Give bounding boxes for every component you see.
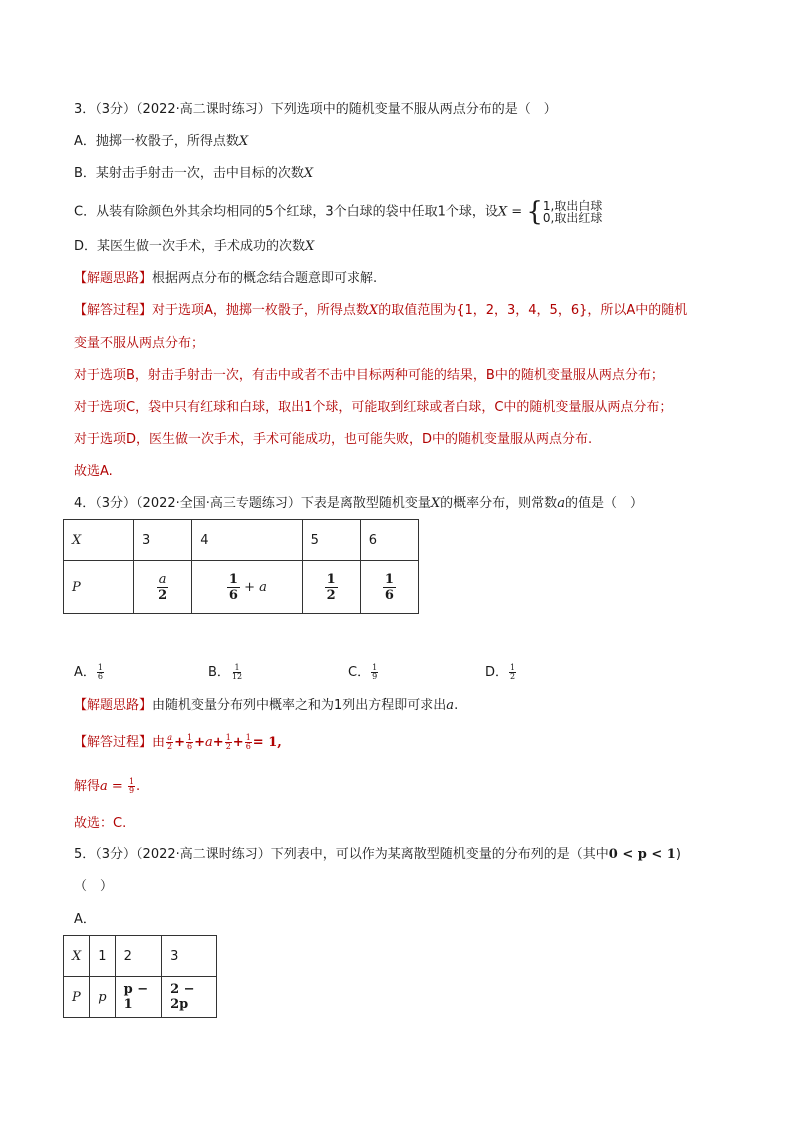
cases-brace: { 1,取出白球 0,取出红球 [526,197,603,227]
table-cell: p − 1 [115,977,161,1018]
q3-process-2: 变量不服从两点分布； [74,336,205,351]
table-cell: 4 [192,520,302,561]
q3-process-5: 对于选项D，医生做一次手术，手术可能成功，也可能失败，D中的随机变量服从两点分布. [74,432,593,447]
q4-header: 4．（3分）（2022·全国·高三专题练习）下表是离散型随机变量X的概率分布，则常数a的值是（ ） [74,496,643,511]
q3-header: 3．（3分）（2022·高二课时练习）下列选项中的随机变量不服从两点分布的是（ ） [74,102,557,117]
q4-option-a: A． $\frac{1}{6}$ [74,663,103,681]
table-cell: $\frac{a}{2}$ [134,561,192,614]
table-cell: $\frac{1}{6}$ [360,561,418,614]
table-row [64,561,419,614]
table-cell: P [64,977,90,1018]
q5-option-a: A． [74,912,96,927]
q4-option-d: D． $\frac{1}{2}$ [485,663,516,681]
q3-process-3: 对于选项B，射击手射击一次，有击中或者不击中目标两种可能的结果，B中的随机变量服从两点分布； [74,368,664,383]
q3-option-d: D．某医生做一次手术，手术成功的次数X [74,239,315,254]
q5-paren: （ ） [74,879,114,894]
q3-process-4: 对于选项C，袋中只有红球和白球，取出1个球，可能取到红球或者白球，C中的随机变量服从两点分布； [74,400,673,415]
q3-option-c: C．从装有除颜色外其余均相同的5个红球，3个白球的袋中任取1个球，设X = { 1,取出白球 0,取出红球 [74,197,603,227]
q5-header: 5．（3分）（2022·高二课时练习）下列表中，可以作为某离散型随机变量的分布列的是（其中0 < p < 1) [74,847,681,862]
q3-process-1: 【解答过程】对于选项A，抛掷一枚骰子，所得点数X的取值范围为{1，2，3，4，5，6}，所以A中的随机 [74,303,688,318]
q3-option-a: A．抛掷一枚骰子，所得点数X [74,134,249,149]
table-row [64,520,419,561]
q3-hint: 【解题思路】根据两点分布的概念结合题意即可求解. [74,271,378,286]
table-cell: 3 [162,936,217,977]
table-cell: 6 [360,520,418,561]
q4-distribution-table [63,519,419,614]
table-row [64,977,217,1018]
q3-answer: 故选A. [74,464,113,479]
table-row [64,936,217,977]
table-cell: P [64,561,134,614]
q4-solve: 解得a = $\frac{1}{9}$ . [74,777,141,795]
q3-option-b: B．某射击手射击一次，击中目标的次数X [74,166,314,181]
table-cell: X [64,936,90,977]
table-cell: $\frac{1}{6}$ + a [192,561,302,614]
table-cell: 5 [302,520,360,561]
q4-answer: 故选：C. [74,816,127,831]
table-cell: p [90,977,115,1018]
table-cell: $\frac{1}{2}$ [302,561,360,614]
table-cell: 1 [90,936,115,977]
q5-option-a-table [63,935,217,1018]
table-cell: 2 [115,936,161,977]
q4-process: 【解答过程】由 $\frac{a}{2}$ + $\frac{1}{6}$ +a+ $\frac{1}{2}$ + $\frac{1}{6}$ = 1, [74,733,282,751]
table-cell: X [64,520,134,561]
q4-hint: 【解题思路】由随机变量分布列中概率之和为1列出方程即可求出a. [74,698,459,713]
q4-option-c: C． $\frac{1}{9}$ [348,663,378,681]
q4-option-b: B． $\frac{1}{12}$ [208,663,243,681]
table-cell: 3 [134,520,192,561]
table-cell: 2 − 2p [162,977,217,1018]
